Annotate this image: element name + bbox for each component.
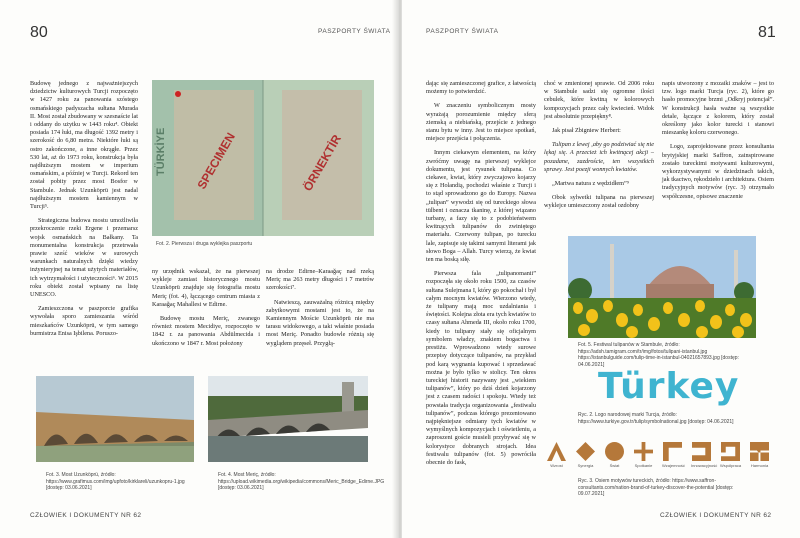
text-column-3 bbox=[662, 80, 774, 207]
page-footer: CZŁOWIEK I DOKUMENTY NR 62 bbox=[30, 512, 142, 519]
paragraph: Jak pisał Zbigniew Herbert: bbox=[552, 127, 621, 135]
paragraph: napis utworzony z mozaiki znaków – jest to tzw. logo marki Turcja (ryc. 2), które go hasło promocyjne brzmi „Odkryj potencjał”. W konstrukcji hasła ważne są wszystkie detale, łączące z kolorem, który został określony jako kolor turecki i stanowi mieszankę koloru czerwonego. bbox=[662, 80, 774, 137]
turkish-motifs-row bbox=[546, 442, 770, 468]
paragraph: Zamieszczona w paszporcie grafika wywołała sporo zamieszania wśród mieszkańców Uzunköprü, w tym samego burmistrza Enisa Işbilena. Poruszo- bbox=[30, 305, 138, 337]
text-column-3 bbox=[266, 268, 374, 354]
motif-world: Świat bbox=[604, 442, 625, 468]
paragraph: Pierwsza fala „tulipanomanii” rozpoczęła się około roku 1500, za czasów sułtana Sulejmana I, który go pokochał i był całym mocnym kwiatów. Wierzono wtedy, że tulipany mają moc uzdalniania i świętości. Kolejna złota era tych kwiatów to czasy sułtana Ahmeda III, około roku 1700, kiedy to tulipany stały się oficjalnym symbolem władzy, znakiem bogactwa i prestiżu. Wprowadzono wtedy surowe przepisy dotyczące tulipanów, na przykład pod karą wygnania kupować i sprzedawać można je było tylko w stolicy. Ten okres tureckiej historii nazywany jest „wiekiem tulipanów”, który po dziś dzień kojarzony jest z czasem radości i spokoju. Wtedy też powstała tradycja organizowania „festiwalu tulipanów”, podczas którego prezentowano najpiękniejsze odmiany tych kwiatów w wymyślnych kompozycjach i oświetleniu, a zaproszeni goście musieli przybywać się w kolorystyce dobranych strojach. Idea festiwalu tulipanów (fot. 5) powróciła obecnie do fask, bbox=[426, 270, 536, 466]
passport-pages-photo bbox=[152, 80, 374, 236]
figure-caption: Fot. 3. Most Uzunköprü, źródło: https://www.grafimus.com/img/upfoto/kirklareli/uzunkopru-1.jpg [dostęp: 03.06.2021] bbox=[46, 472, 185, 491]
figure-caption: Ryc. 3. Osiem motywów tureckich, źródło: https://www.saffron-consultants.com/nation-brand-of-turkey-discover-the-potential [dostęp: 09.07.2021] bbox=[578, 478, 734, 497]
paragraph: Budowę mostu Meriç, zwanego również mostem Mecidiye, rozpoczęto w 1842 r. za panowania Abdülmecida i ukończono w 1847 r. Most położony bbox=[152, 315, 260, 347]
right-page bbox=[402, 0, 800, 538]
figure-caption: Fot. 2. Pierwsza i druga wyklejka paszportu bbox=[156, 241, 253, 247]
growth-motif-icon bbox=[547, 442, 566, 461]
paragraph: Strategiczna budowa mostu umożliwiła przekroczenie rzeki Ergene i przemarsz wojsk osmańskich na Bałkany. Ta monumentalna konstrukcja przetrwała prawie sześć wieków w surowych warunkach naturalnych dzięki wiedzy inżynieryjnej na temat użytych materiałów, ich wytrzymałości i użyteczności⁶. W 2015 roku obiekt został wpisany na listę UNESCO. bbox=[30, 217, 138, 299]
running-head: PASZPORTY ŚWIATA bbox=[318, 28, 391, 35]
paragraph: ny urzędnik wskazał, że na pierwszej wykleje zamiast historycznego mostu Uzunköprü znajduje się fotografia mostu Meriç (fot. 4), łączącego centrum miasta z Karaağaç Mahallesi w Edirne. bbox=[152, 268, 260, 308]
figure-caption: Fot. 5. Festiwal tulipanów w Stambule, źródło: https://adsh.tamigram.com/tr/img/fotos/tulipani-istanbul.jpg https://istanbulguide.com/tulip-time-in-istanbul-04021657893.jpg [dostęp: 04.06.2021] bbox=[578, 342, 739, 368]
ornektir-stamp: ÖRNEKTİR bbox=[300, 132, 344, 194]
innovation-motif-icon bbox=[692, 442, 711, 461]
figure-caption: Ryc. 2. Logo narodowej marki Turcja, źródło: https://www.turkiye.gov.tr/tulip/symbolnational.jpg [dostęp: 04.06.2021] bbox=[578, 412, 734, 425]
motif-innovation: Innowacyjność bbox=[691, 442, 712, 468]
paragraph: na drodze Edirne–Karaağaç nad rzeką Meriç ma 263 metry długości i 7 metrów szerokości⁷. bbox=[266, 268, 374, 292]
text-column-1 bbox=[30, 80, 138, 344]
page-number: 81 bbox=[758, 24, 776, 41]
paragraph: Budowę jednego z najważniejszych dziedzictw kulturowych Turcji rozpoczęto w 1427 roku za panowania szóstego osmańskiego padyszacha sułtana Murada II. Most został zbudowany w szesnaście lat i oddany do użytku w 1443 roku⁴. Obiekt posiada 174 łuki, ma długość 1392 metry i szerokość do 6,80 metra. Niektóre łuki są ostro zakończone, a inne okrągłe. Przez 530 lat, aż do 1973 roku, konstrukcja była najdłuższym mostem w imperium osmańskim, a później w Turcji. Rekord ten został pobity przez most Bosfor w Stambule. Jednak Uzunköprü jest nadal najdłuższym mostem kamiennym w Turcji⁵. bbox=[30, 80, 138, 211]
motif-harmony: Harmonia bbox=[749, 442, 770, 468]
mutuality-motif-icon bbox=[663, 442, 682, 461]
tulip-festival-photo bbox=[568, 236, 756, 338]
paragraph: Innym ciekawym elementem, na który zwróćmy uwagę na pierwszej wyklejce dokumentu, jest rysunek tulipana. Co ciekawe, kwiat, który zwyczajowo kojarzy się z Holandią, pochodzi właśnie z Turcji i to stąd sprowadzono go do Europy. Nazwa „tulipan” wywodzi się od tureckiego słowa tülbent i oznacza tkaninę, z której wiązano turbany, a fazy się to z podobieństwem kwitnących tulipanów do zwiniętego materiału. Czerwony tulipan, po turecku lale, zapisuje się takimi samymi literami jak słowo Boga – Allah. Turcy wierzą, że kwiat ten ma boską siłę. bbox=[426, 149, 536, 264]
world-motif-icon bbox=[605, 442, 624, 461]
motif-cooperation: Współpraca bbox=[720, 442, 741, 468]
poem-quote: Tulipan z lewej ,aby go podziwiać się nie lękaj się. A przecież ich kwitnącej akcji – pozadane, zazdroście, ten wszystkich sprawy. Jest poezji wonnych kwiatów. bbox=[544, 141, 654, 173]
harmony-motif-icon bbox=[750, 442, 769, 461]
running-head: PASZPORTY ŚWIATA bbox=[426, 28, 499, 35]
paragraph: Natwieszą, zauważalną różnicą między zabytkowymi mostami jest to, że na Kamiennym Moście Uzunköprü nie ma tarasu widokowego, a taki właśnie posiada most Meriç. Ponadto budowle różnią się wyglądem przęseł. Przygłą- bbox=[266, 298, 374, 347]
figure-caption: Fot. 4. Most Meriç, źródło: https://upload.wikimedia.org/wikipedia/commons/Meric_Bridge_Edirne.JPG [dostęp: 03.06.2021] bbox=[218, 472, 385, 491]
turkey-brand-logo: Türkey bbox=[598, 366, 740, 407]
motif-mutuality: Wzajemność bbox=[662, 442, 683, 468]
poem-source: „Martwa natura z wędzidłem”⁹ bbox=[552, 180, 629, 188]
cooperation-motif-icon bbox=[721, 442, 740, 461]
synergy-motif-icon bbox=[576, 442, 595, 461]
text-column-1 bbox=[426, 80, 536, 473]
motif-growth: Wzrost bbox=[546, 442, 567, 468]
paragraph: Logo, zaprojektowane przez konsultanta brytyjskiej marki Saffron, zainspirowane zostało tureckimi motywami kulturowymi, wykorzystywanymi w dziedzinach takich, jak tkactwo, rękodzieło i architektura. Osiem tradycyjnych motywów (ryc. 3) otrzymało współczesne, opisowe znaczenie bbox=[662, 143, 774, 200]
paragraph: dając się zamieszczonej grafice, z łatwością możemy to potwierdzić. bbox=[426, 80, 536, 96]
meric-bridge-photo bbox=[208, 376, 368, 462]
paragraph: Obok sylwetki tulipana na pierwszej wyklejce umieszczony został ozdobny bbox=[544, 194, 654, 210]
specimen-stamp: SPECIMEN bbox=[194, 130, 238, 192]
motif-synergy: Synergia bbox=[575, 442, 596, 468]
page-number: 80 bbox=[30, 24, 48, 41]
motif-meeting: Spotkanie bbox=[633, 442, 654, 468]
page-footer: CZŁOWIEK I DOKUMENTY NR 62 bbox=[660, 512, 772, 519]
meeting-motif-icon bbox=[634, 442, 653, 461]
text-column-2 bbox=[152, 268, 260, 354]
text-column-2 bbox=[544, 80, 654, 217]
paragraph: W znaczeniu symbolicznym mosty wyrażają porozumienie między sferą ziemską a niebiańską, przejście z jednego stanu bytu w inny. Jest to miejsce spotkań, miejsce przejścia i połączenia. bbox=[426, 102, 536, 143]
uzunkopru-bridge-photo bbox=[36, 376, 194, 462]
left-page bbox=[0, 0, 398, 538]
paragraph: choć w zmienionej sprawie. Od 2006 roku w Stambule sadzi się ogromne ilości cebulek, które kwitną w kolorowych kompozycjach przez cały kwiecień. Widok jest absolutnie przepiękny⁸. bbox=[544, 80, 654, 120]
passport-country-text: TÜRKİYE bbox=[155, 127, 167, 176]
